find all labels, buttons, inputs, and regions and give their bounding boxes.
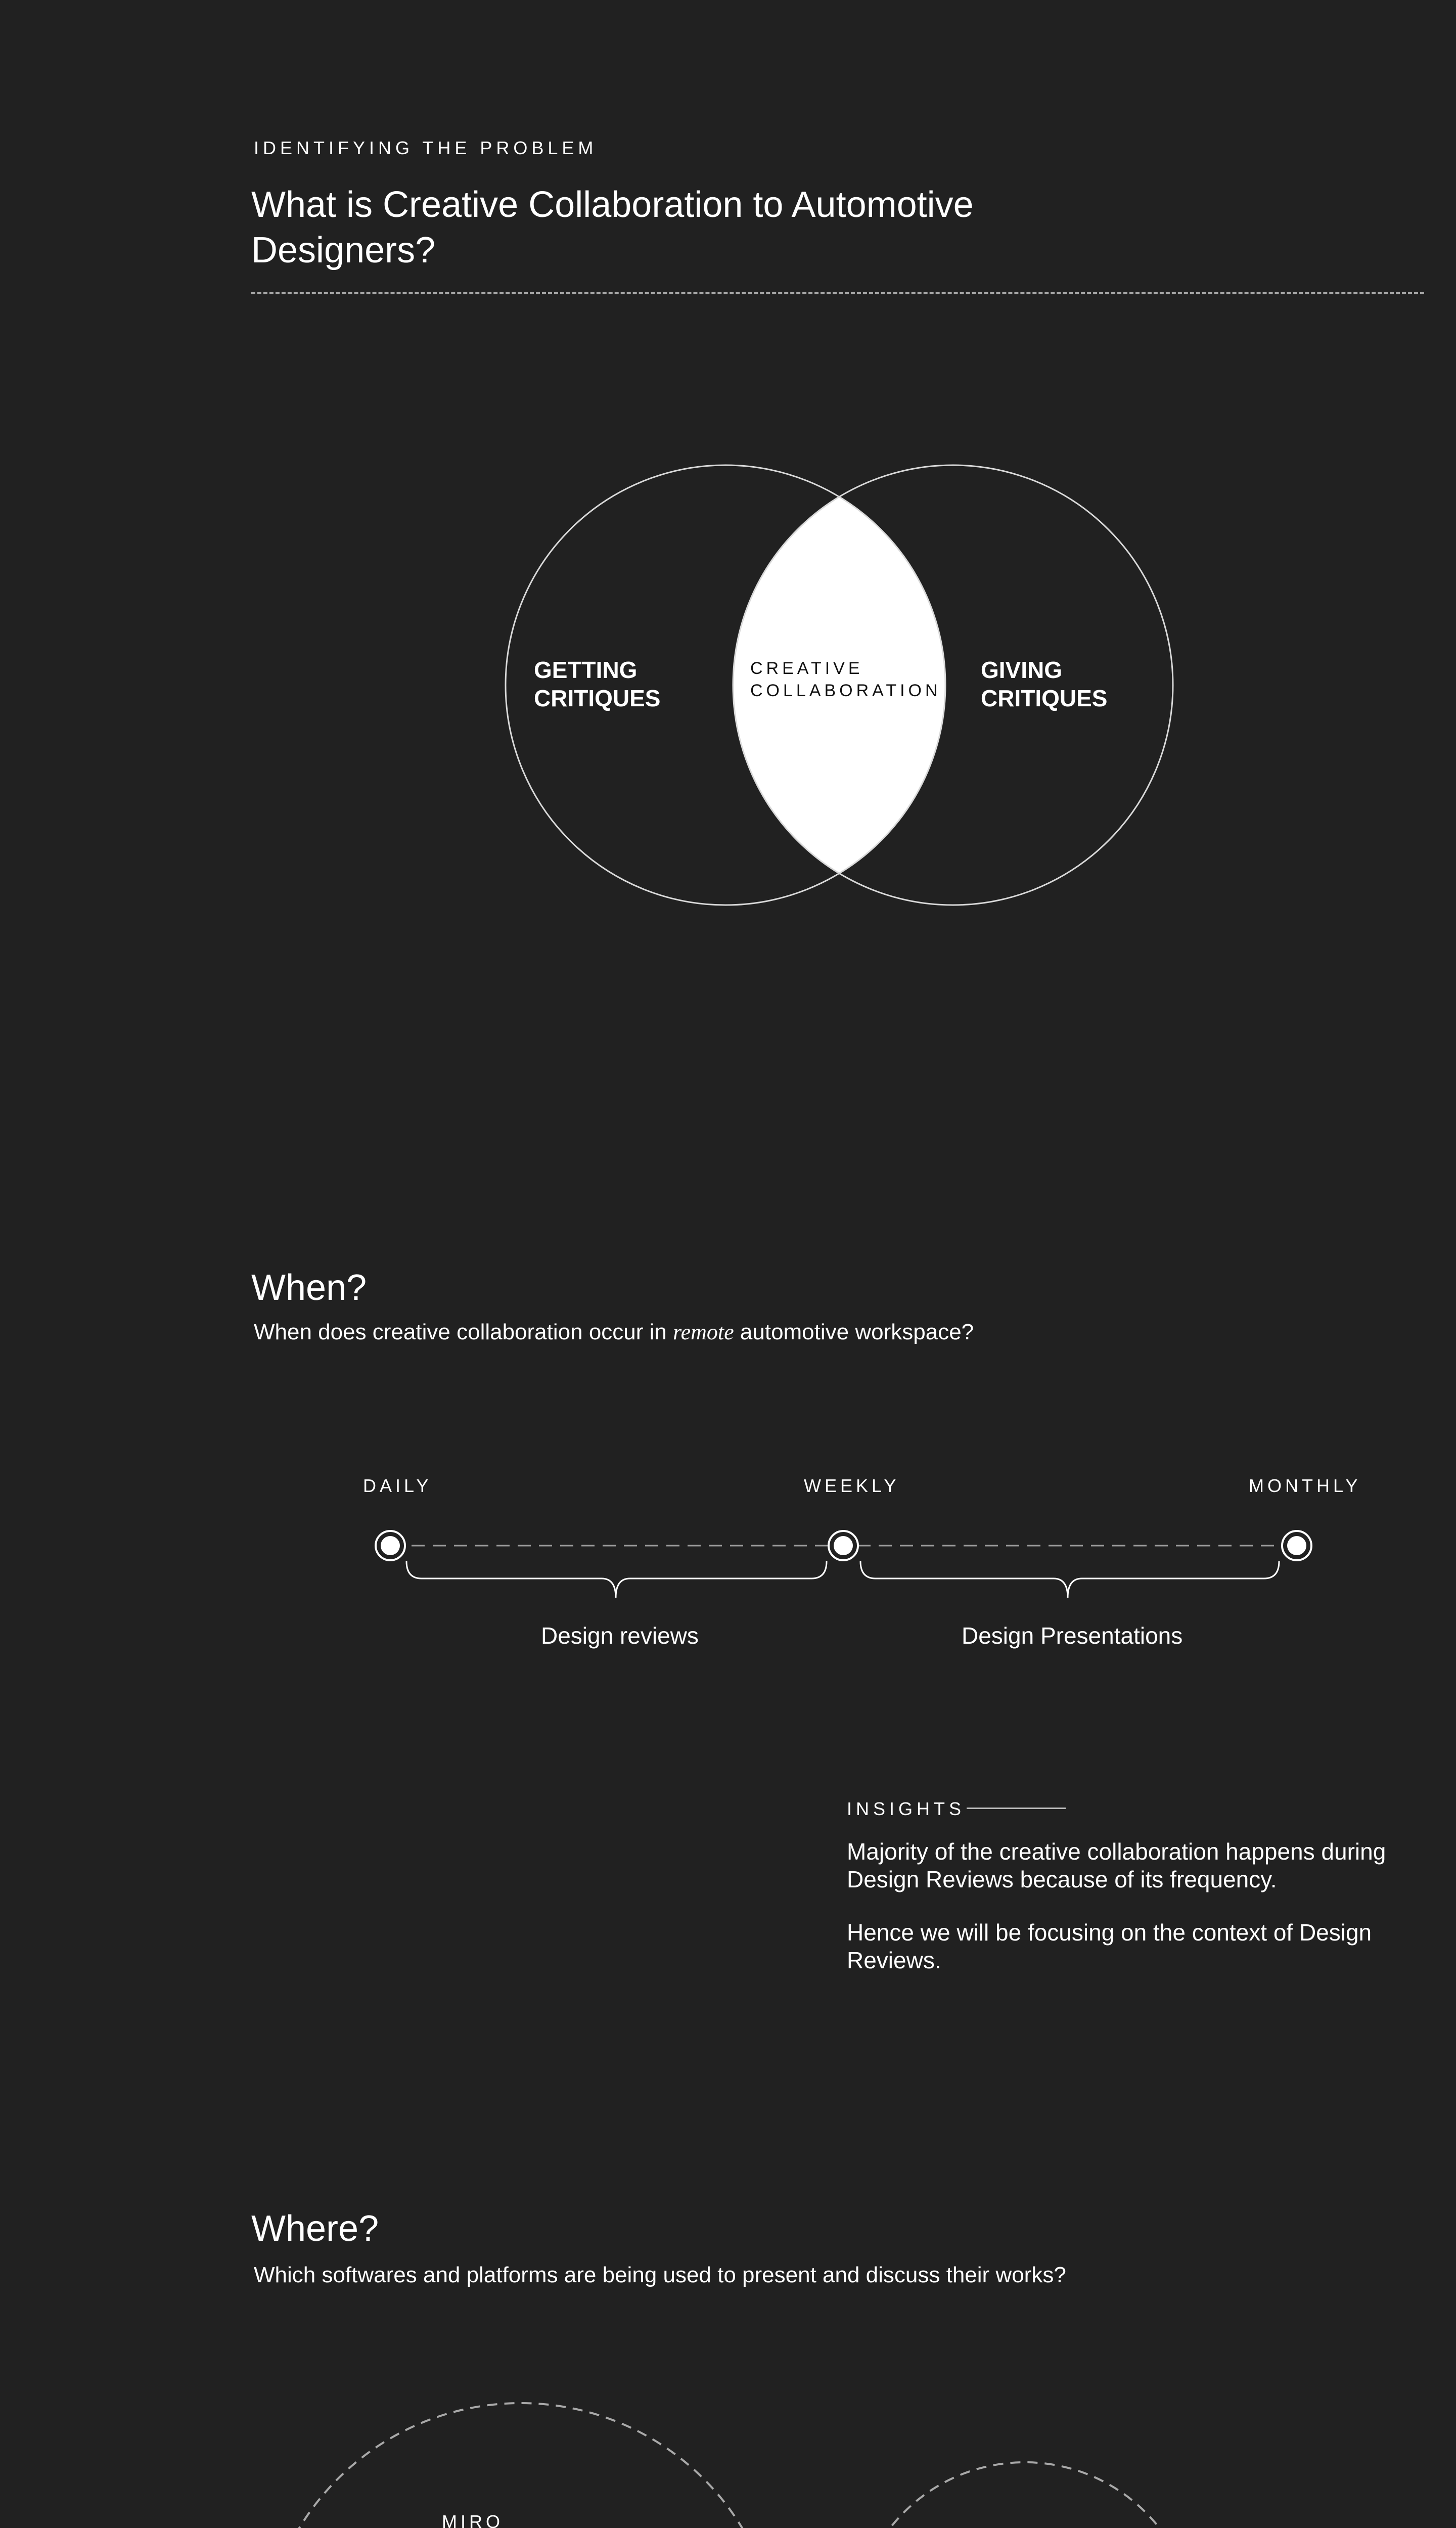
venn-label-giving-critiques: GIVING CRITIQUES [981, 657, 1108, 711]
timeline-label-daily: DAILY [363, 1475, 432, 1496]
section-eyebrow: IDENTIFYING THE PROBLEM [254, 138, 598, 158]
section-divider [251, 292, 1424, 294]
insight-heading-rule [967, 1808, 1066, 1809]
venn-label-creative-collaboration: CREATIVE COLLABORATION [750, 659, 941, 700]
venn-label-getting-critiques: GETTING CRITIQUES [534, 657, 661, 711]
where-heading: Where? [251, 2208, 379, 2249]
when-subtitle-end: automotive workspace? [734, 1320, 974, 1344]
page-title: What is Creative Collaboration to Automotive Designers? [251, 185, 974, 270]
range-label-design-reviews: Design reviews [541, 1622, 699, 1649]
where-subtitle: Which softwares and platforms are being used to present and discuss their works? [254, 2263, 1066, 2287]
bracket-design-reviews [406, 1561, 827, 1598]
insight-paragraph: Hence we will be focusing on the context of Design Reviews. [847, 1919, 1372, 1973]
when-subtitle-start: When does creative collaboration occur in [254, 1320, 673, 1344]
timeline-node-weekly [829, 1531, 858, 1560]
timeline-label-monthly: MONTHLY [1249, 1475, 1361, 1496]
insight-paragraph: Majority of the creative collaboration happens during Design Reviews because of its frequency. [847, 1838, 1386, 1892]
frequency-timeline [354, 1517, 1335, 1608]
on-screens-circle [258, 2399, 784, 2528]
when-subtitle-emphasis: remote [673, 1320, 734, 1344]
virtual-reality-circle [850, 2459, 1199, 2528]
insight-body-when [847, 1838, 1428, 1974]
when-subtitle [254, 1318, 974, 1346]
insight-heading: INSIGHTS [847, 1798, 966, 1819]
timeline-label-weekly: WEEKLY [804, 1475, 900, 1496]
bracket-design-presentations [860, 1561, 1279, 1598]
range-label-design-presentations: Design Presentations [962, 1622, 1183, 1649]
timeline-node-daily [376, 1531, 405, 1560]
timeline-node-monthly [1282, 1531, 1311, 1560]
when-heading: When? [251, 1268, 367, 1308]
tool-miro: MIRO [442, 2511, 504, 2528]
